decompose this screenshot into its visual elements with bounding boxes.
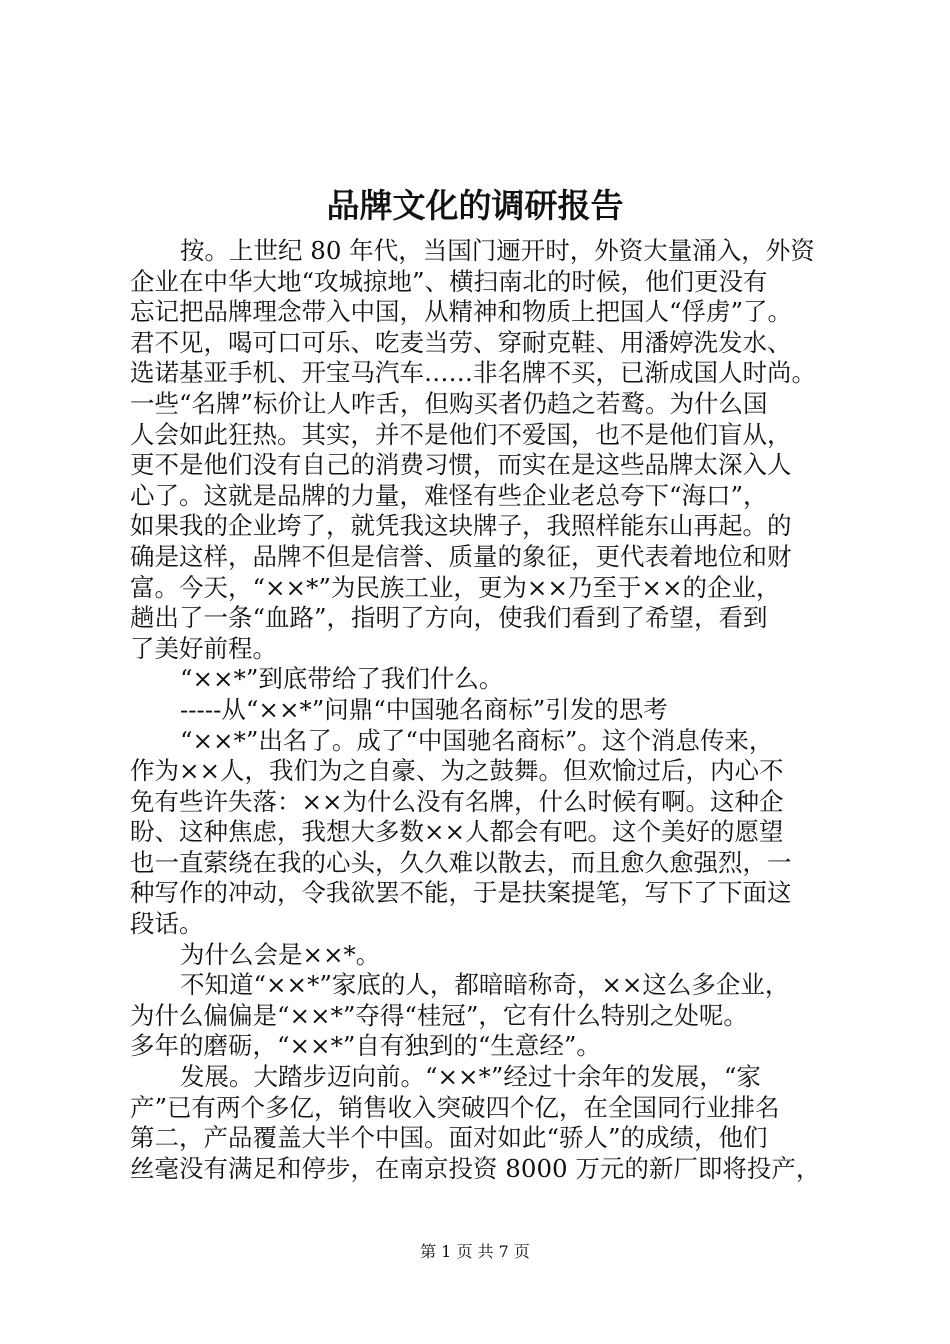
text-line: 君不见，喝可口可乐、吃麦当劳、穿耐克鞋、用潘婷洗发水、: [130, 327, 792, 357]
text-line: 作为××人，我们为之自豪、为之鼓舞。但欢愉过后，内心不: [130, 756, 784, 786]
text-line: 企业在中华大地“攻城掠地”、横扫南北的时候，他们更没有: [130, 266, 768, 296]
text-line: 忘记把品牌理念带入中国，从精神和物质上把国人“俘虏”了。: [130, 297, 793, 327]
text-line: 为什么偏偏是“××*”夺得“桂冠”，它有什么特别之处呢。: [130, 1000, 748, 1030]
text-line: 富。今天，“××*”为民族工业，更为××乃至于××的企业，: [130, 572, 781, 602]
text-line: 种写作的冲动，令我欲罢不能，于是扶案提笔，写下了下面这: [130, 878, 792, 908]
text-line: 盼、这种焦虑，我想大多数××人都会有吧。这个美好的愿望: [130, 817, 784, 847]
text-line: 也一直萦绕在我的心头，久久难以散去，而且愈久愈强烈，一: [130, 847, 792, 877]
text-line: 了美好前程。: [130, 633, 277, 663]
text-line: 产”已有两个多亿，销售收入突破四个亿，在全国同行业排名: [130, 1092, 780, 1122]
text-line: 发展。大踏步迈向前。“××*”经过十余年的发展，“家: [180, 1062, 761, 1092]
text-line: 为什么会是××*。: [180, 939, 381, 969]
text-line: 不知道“××*”家底的人，都暗暗称奇，××这么多企业，: [180, 970, 790, 1000]
text-line: 心了。这就是品牌的力量，难怪有些企业老总夸下“海口”，: [130, 480, 768, 510]
text-line: “××*”出名了。成了“中国驰名商标”。这个消息传来，: [180, 725, 774, 755]
text-line: 确是这样，品牌不但是信誉、质量的象征，更代表着地位和财: [130, 541, 792, 571]
text-line: 第二，产品覆盖大半个中国。面对如此“骄人”的成绩，他们: [130, 1123, 768, 1153]
text-line: 按。上世纪 80 年代，当国门逦开时，外资大量涌入，外资: [180, 236, 815, 265]
document-title: 品牌文化的调研报告: [326, 186, 624, 225]
page-footer: 第 1 页 共 7 页: [420, 1242, 530, 1261]
text-line: 更不是他们没有自己的消费习惯，而实在是这些品牌太深入人: [130, 450, 792, 480]
text-line: 趟出了一条“血路”，指明了方向，使我们看到了希望，看到: [130, 603, 768, 633]
text-line: “××*”到底带给了我们什么。: [180, 664, 504, 694]
text-line: 选诺基亚手机、开宝马汽车……非名牌不买，已渐成国人时尚。: [130, 358, 816, 388]
text-line: 如果我的企业垮了，就凭我这块牌子，我照样能东山再起。的: [130, 511, 792, 541]
text-line: 多年的磨砺，“××*”自有独到的“生意经”。: [130, 1031, 601, 1061]
text-line: 丝毫没有满足和停步，在南京投资 8000 万元的新厂即将投产，: [130, 1153, 821, 1183]
text-line: 人会如此狂热。其实，并不是他们不爱国，也不是他们盲从，: [130, 419, 792, 449]
text-line: 一些“名牌”标价让人咋舌，但购买者仍趋之若鹜。为什么国: [130, 388, 768, 418]
text-line: 免有些许失落：××为什么没有名牌，什么时候有啊。这种企: [130, 786, 784, 816]
text-line: 段话。: [130, 909, 204, 939]
text-line: -----从“××*”问鼎“中国驰名商标”引发的思考: [180, 694, 668, 724]
document-body: [130, 236, 830, 1184]
